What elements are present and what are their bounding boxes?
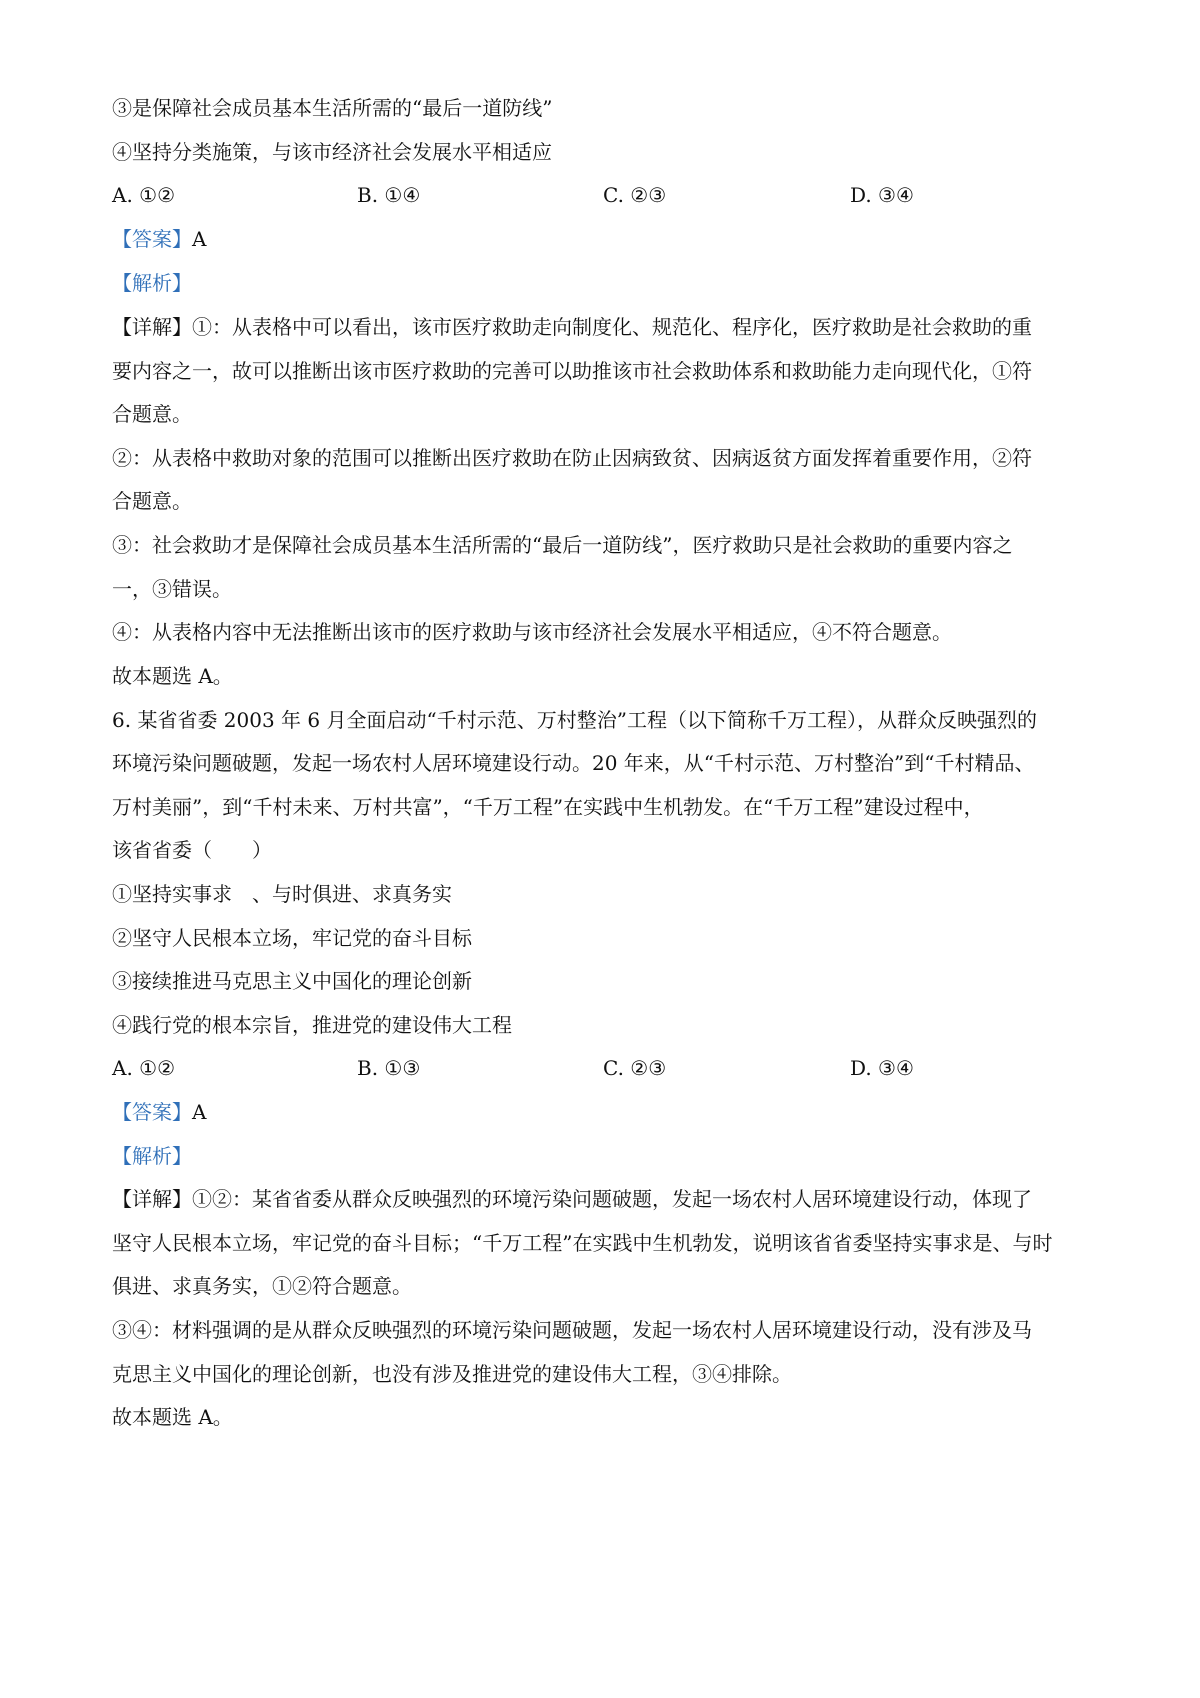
q6-statement-4: ④践行党的根本宗旨，推进党的建设伟大工程	[112, 1013, 512, 1037]
q5-detail-line: 合题意。	[112, 489, 192, 513]
q5-detail-line: ③：社会救助才是保障社会成员基本生活所需的“最后一道防线”，医疗救助只是社会救助的重要内容之	[112, 533, 1013, 557]
q6-stem-line: 6. 某省省委 2003 年 6 月全面启动“千村示范、万村整治”工程（以下简称千万工程），从群众反映强烈的	[112, 708, 1037, 732]
q5-statement-4: ④坚持分类施策，与该市经济社会发展水平相适应	[112, 140, 552, 164]
q6-detail-line: 坚守人民根本立场，牢记党的奋斗目标；“千万工程”在实践中生机勃发，说明该省省委坚持实事求是、与时	[112, 1231, 1053, 1255]
q6-detail-line: 【详解】①②：某省省委从群众反映强烈的环境污染问题破题，发起一场农村人居环境建设行动，体现了	[112, 1187, 1032, 1211]
answer-value: A	[192, 1100, 207, 1124]
q5-option-b: B. ①④	[357, 183, 421, 207]
q6-option-d: D. ③④	[850, 1056, 914, 1080]
q6-stem-line: 该省省委（ ）	[112, 838, 272, 862]
q6-answer	[112, 1098, 206, 1126]
q6-detail-line: 克思主义中国化的理论创新，也没有涉及推进党的建设伟大工程，③④排除。	[112, 1362, 792, 1386]
q5-option-a: A. ①②	[112, 183, 176, 207]
q6-option-c: C. ②③	[603, 1056, 667, 1080]
q5-option-c: C. ②③	[603, 183, 667, 207]
q5-detail-line: 【详解】①：从表格中可以看出，该市医疗救助走向制度化、规范化、程序化，医疗救助是社会救助的重	[112, 315, 1032, 339]
q5-detail-line: 一，③错误。	[112, 577, 232, 601]
answer-tag: 【答案】	[112, 1100, 192, 1124]
q5-conclusion: 故本题选 A。	[112, 664, 233, 688]
q6-conclusion: 故本题选 A。	[112, 1405, 233, 1429]
q5-detail-line: ②：从表格中救助对象的范围可以推断出医疗救助在防止因病致贫、因病返贫方面发挥着重要作用，②符	[112, 446, 1032, 470]
q6-statement-2: ②坚守人民根本立场，牢记党的奋斗目标	[112, 926, 472, 950]
q6-detail-line: 俱进、求真务实，①②符合题意。	[112, 1274, 412, 1298]
answer-value: A	[192, 227, 207, 251]
q6-option-b: B. ①③	[357, 1056, 421, 1080]
q6-option-a: A. ①②	[112, 1056, 176, 1080]
q5-option-d: D. ③④	[850, 183, 914, 207]
q6-stem-line: 环境污染问题破题，发起一场农村人居环境建设行动。20 年来，从“千村示范、万村整治”到“千村精品、	[112, 751, 1035, 775]
q6-stem-line: 万村美丽”，到“千村未来、万村共富”，“千万工程”在实践中生机勃发。在“千万工程”建设过程中，	[112, 795, 984, 819]
q5-analysis-tag: 【解析】	[112, 271, 192, 295]
q5-detail-line: 合题意。	[112, 402, 192, 426]
q6-analysis-tag: 【解析】	[112, 1144, 192, 1168]
q6-statement-3: ③接续推进马克思主义中国化的理论创新	[112, 969, 472, 993]
answer-tag: 【答案】	[112, 227, 192, 251]
q5-statement-3: ③是保障社会成员基本生活所需的“最后一道防线”	[112, 96, 553, 120]
q6-statement-1: ①坚持实事求 、与时俱进、求真务实	[112, 882, 452, 906]
q5-detail-line: 要内容之一，故可以推断出该市医疗救助的完善可以助推该市社会救助体系和救助能力走向现代化，①符	[112, 359, 1032, 383]
q5-detail-line: ④：从表格内容中无法推断出该市的医疗救助与该市经济社会发展水平相适应，④不符合题意。	[112, 620, 952, 644]
q5-answer	[112, 225, 206, 253]
q6-detail-line: ③④：材料强调的是从群众反映强烈的环境污染问题破题，发起一场农村人居环境建设行动，没有涉及马	[112, 1318, 1032, 1342]
